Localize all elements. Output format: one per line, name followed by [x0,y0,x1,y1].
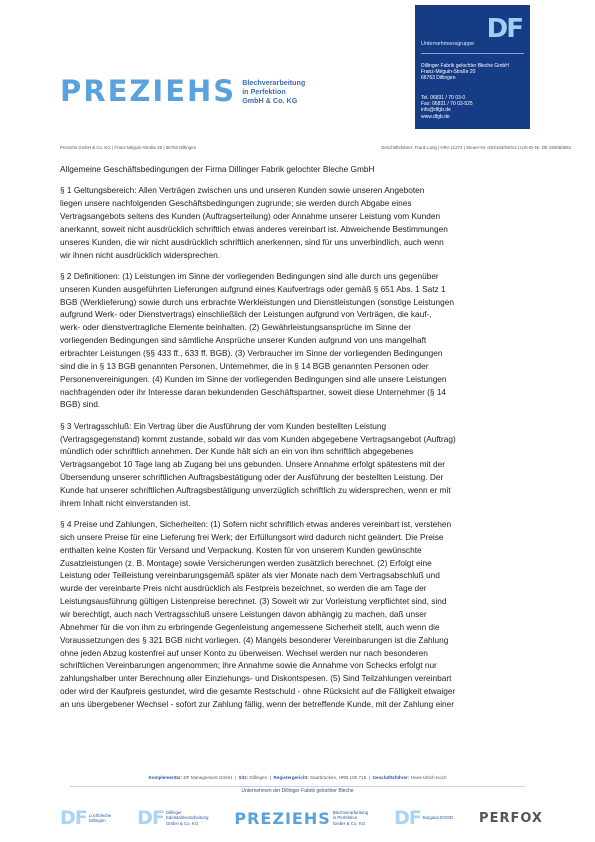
paragraph-line: Voraussetzungen des § 321 BGB nicht vorliegen. (4) Mangels besonderer Vereinbarungen ist die Zahlung [60,634,449,645]
paragraph-line: BGB) sind. [60,399,101,410]
paragraph-line: Personenvereinigungen. (4) Kunden im Sinne der vorliegenden Bedingungen sind alle unsere Leistungen [60,373,447,384]
paragraph-line: unseren Kunden ausgeführten Lieferungen aufgrund eines Kaufvertrags oder gemäß § 651 Abs. 1 Satz 1 [60,283,446,294]
paragraph-line: sich unsere Preise für eine Lieferung frei Werk; der Erfüllungsort wird dadurch nicht geändert. Die Preise [60,531,444,542]
group-address: Dillinger Fabrik gelochter Bleche GmbH Franz-Méguin-Straße 20 66763 Dillingen [421,63,509,82]
paragraph-line: erbrachter Leistungen (§§ 433 ff., 633 ff. BGB). (3) Verbraucher im Sinne der vorliegenden Bedingungen [60,347,443,358]
paragraph-line: zahlungshalber unter Berechnung aller Einziehungs- und Diskontspesen. (5) Sind Teilzahlungen vereinbart [60,673,452,684]
paragraph-section-2 [60,270,552,411]
df-logo-icon: DF [394,807,421,829]
paragraph-line: wurde der vereinbarte Preis nicht ausdrücklich als Festpreis bezeichnet, so werden die am Tage der [60,583,427,594]
paragraph-line: BGB (Werklieferung) sowie durch uns erbrachte Werkleistungen und Dienstleistungen (sonstige Leistungen [60,296,455,307]
paragraph-container [60,184,552,710]
footer-group-line: Unternehmen der Dillinger Fabrik gelochter Bleche [241,788,354,794]
document-title: Allgemeine Geschäftsbedingungen der Firma Dillinger Fabrik gelochter Bleche GmbH [60,164,375,174]
company-logo [60,71,305,111]
paragraph-line: § 1 Geltungsbereich: Allen Verträgen zwischen uns und unseren Kunden sowie unseren Angeboten [60,185,425,196]
paragraph-line: Leistungsausführung gültigen Listenpreise berechnet. (3) Soweit wir zur Vorleistung verpflichtet sind, sind [60,596,447,607]
paragraph-line: anerkannt, soweit nicht ausdrücklich schriftlich etwas anderes vereinbart ist. Abweichende Bestimmungen [60,223,448,234]
group-divider [421,53,524,54]
paragraph-line: an uns übergebener Wechsel - sofort zur Zahlung fällig, wenn der betreffende Kunde, mit der Zahlung einer [60,698,455,709]
df-logo-icon: DF [137,807,164,829]
edelstahl-logo: DF Dillinger Edelstahlverarbeitung GmbH & Co. KG [137,807,209,829]
website-link[interactable]: www.dfgb.de [421,113,450,120]
perfox-logo: PERFOX [479,810,543,826]
paragraph-line: Zusatzleistungen (z. B. Montage) sowie Versicherungen werden zusätzlich berechnet. (2) Erfolgt eine [60,557,432,568]
sender-address: Preziehs GmbH & Co. KG | Franz-Méguin-Straße 20 | 66763 Dillingen [60,145,197,150]
paragraph-line: wir berechtigt, auch nach Vertragsschluß unsere Leistungen davon abhängig zu machen, daß unser [60,609,427,619]
group-info-box [415,5,530,129]
paragraph-line: Vertragsangebot 10 Tage lang ab Zugang bei uns gebunden. Unsere Annahme erfolgt spätestens mit der [60,459,445,470]
paragraph-line: mündlich oder schriftlich annehmen. Der Kunde hält sich an ein von ihm schriftlich abgegebenes [60,446,414,457]
email-link[interactable]: info@dfgb.de [421,107,451,114]
paragraph-line: aufgrund Werk- oder Dienstvertrags) einschließlich der Leistungen aufgrund von Verträgen, die kauf-, [60,309,432,320]
paragraph-line: (Vertragsgegenstand) kommt zustande, sobald wir das vom Kunden abgegebene Vertragsangebot (Auftrag) [60,433,456,444]
paragraph-line: liegen unsere nachfolgenden Geschäftsbedingungen zugrunde; sie werden durch Abgabe eines [60,198,412,209]
paragraph-line: Leistung oder Teilleistung vereinbarungsgemäß später als vier Monate nach dem Vertragsabschluß und [60,570,440,581]
paragraph-line: wir ihnen nicht ausdrücklich widersprechen. [60,249,221,260]
paragraph-section-4 [60,518,552,711]
paragraph-line: sind die in § 13 BGB genannten Personen, Unternehmer, die in § 14 BGB genannten Personen oder [60,360,429,371]
paragraph-line: werk- oder dienstvertragliche Elemente beinhalten. (2) Gewährleistungsansprüche im Sinne der [60,322,411,333]
sender-registration: Geschäftsführer: Frank Lang | HRA 11272 | Steuer-Nr. 040/163/04014 | USt-ID-Nr. DE 283083562 [380,145,571,150]
bulgaria-logo: DF Bulgaria EOOD [394,807,454,829]
footer-company-info: Komplementär: DF Management GmbH | Sitz: Dillingen | Registergericht: Saarbrücken, HRB 100 715 | Geschäftsführer: Hans-Ulrich Koch [148,775,447,780]
paragraph-line: unseres Kunden, die wir nicht ausdrücklich schriftlich anerkennen, sind für uns unverbindlich, auch wenn [60,236,444,247]
footer-logos [60,804,543,832]
paragraph-line: Vertragsangebots seitens des Kunden (Auftragserteilung) oder Annahme unserer Leistung vom Kunden [60,211,441,222]
paragraph-line: § 4 Preise und Zahlungen, Sicherheiten: (1) Sofern nicht schriftlich etwas anderes vereinbart ist, verstehen [60,519,452,530]
paragraph-section-3 [60,420,552,510]
paragraph-line: schriftlichen Vereinbarungen angenommen; ihre Annahme sowie die Annahme von Schecks erfolgt nur [60,660,437,671]
paragraph-line: ohne jeden Abzug kostenfrei auf unser Konto zu überweisen. Wechsel werden nur nach besonderen [60,647,428,658]
group-contact: Tel. 06831 / 70 03-0 Fax: 06831 / 70 03-525 info@dfgb.de www.dfgb.de [421,95,473,120]
df-logo-icon: DF [60,807,87,829]
paragraph-line: § 3 Vertragsschluß: Ein Vertrag über die Ausführung der vom Kunden bestellten Leistung [60,420,387,431]
paragraph-line: nachfragenden oder ihr Interesse daran bekundenden Geschäftspartner, soweit diese Unternehmer (§ 14 [60,386,447,397]
paragraph-line: enthalten keine Kosten für Versand und Verpackung. Kosten für von unserem Kunden gewünschte [60,544,422,555]
paragraph-line: § 2 Definitionen: (1) Leistungen im Sinne der vorliegenden Bedingungen sind alle durch uns gegenüber [60,270,439,281]
logo-wordmark: PREZIEHS [60,74,237,108]
lochbleche-logo: DF Lochbleche Dillingen [60,807,112,829]
footer-divider [70,786,525,787]
df-logo-icon: DF [486,14,522,44]
paragraph-line: Übersendung unserer schriftlichen Auftragsbestätigung oder der Ausführung der bestellten Leistung. Der [60,472,444,483]
group-label: Unternehmensgruppe [421,41,475,47]
paragraph-line: Abnehmer für die von ihm zu erbringende Gegenleistung angemessene Sicherheit stellt, auch wenn die [60,621,440,632]
paragraph-line: oder wird der Kaufpreis gestundet, wird die gesamte Restschuld - ohne Rücksicht auf die Fälligkeit etwaiger [60,686,456,697]
paragraph-line: vorliegenden Bedingungen sind sämtliche Ansprüche unserer Kunden aufgrund von uns mangelhaft [60,335,427,346]
paragraph-line: Kunde hat unserer schriftlichen Auftragsbestätigung unverzüglich schriftlich zu widersprechen, wenn er mit [60,484,451,495]
document-body [60,163,552,719]
sender-line [60,145,571,150]
paragraph-line: ihrem Inhalt nicht einverstanden ist. [60,497,191,508]
logo-subtitle: Blechverarbeitung in Perfektion GmbH & Co. KG [242,77,306,105]
preziehs-footer-logo: PREZIEHS Blechverarbeitung in Perfektion GmbH & Co. KG [234,808,369,828]
paragraph-section-1 [60,184,552,261]
